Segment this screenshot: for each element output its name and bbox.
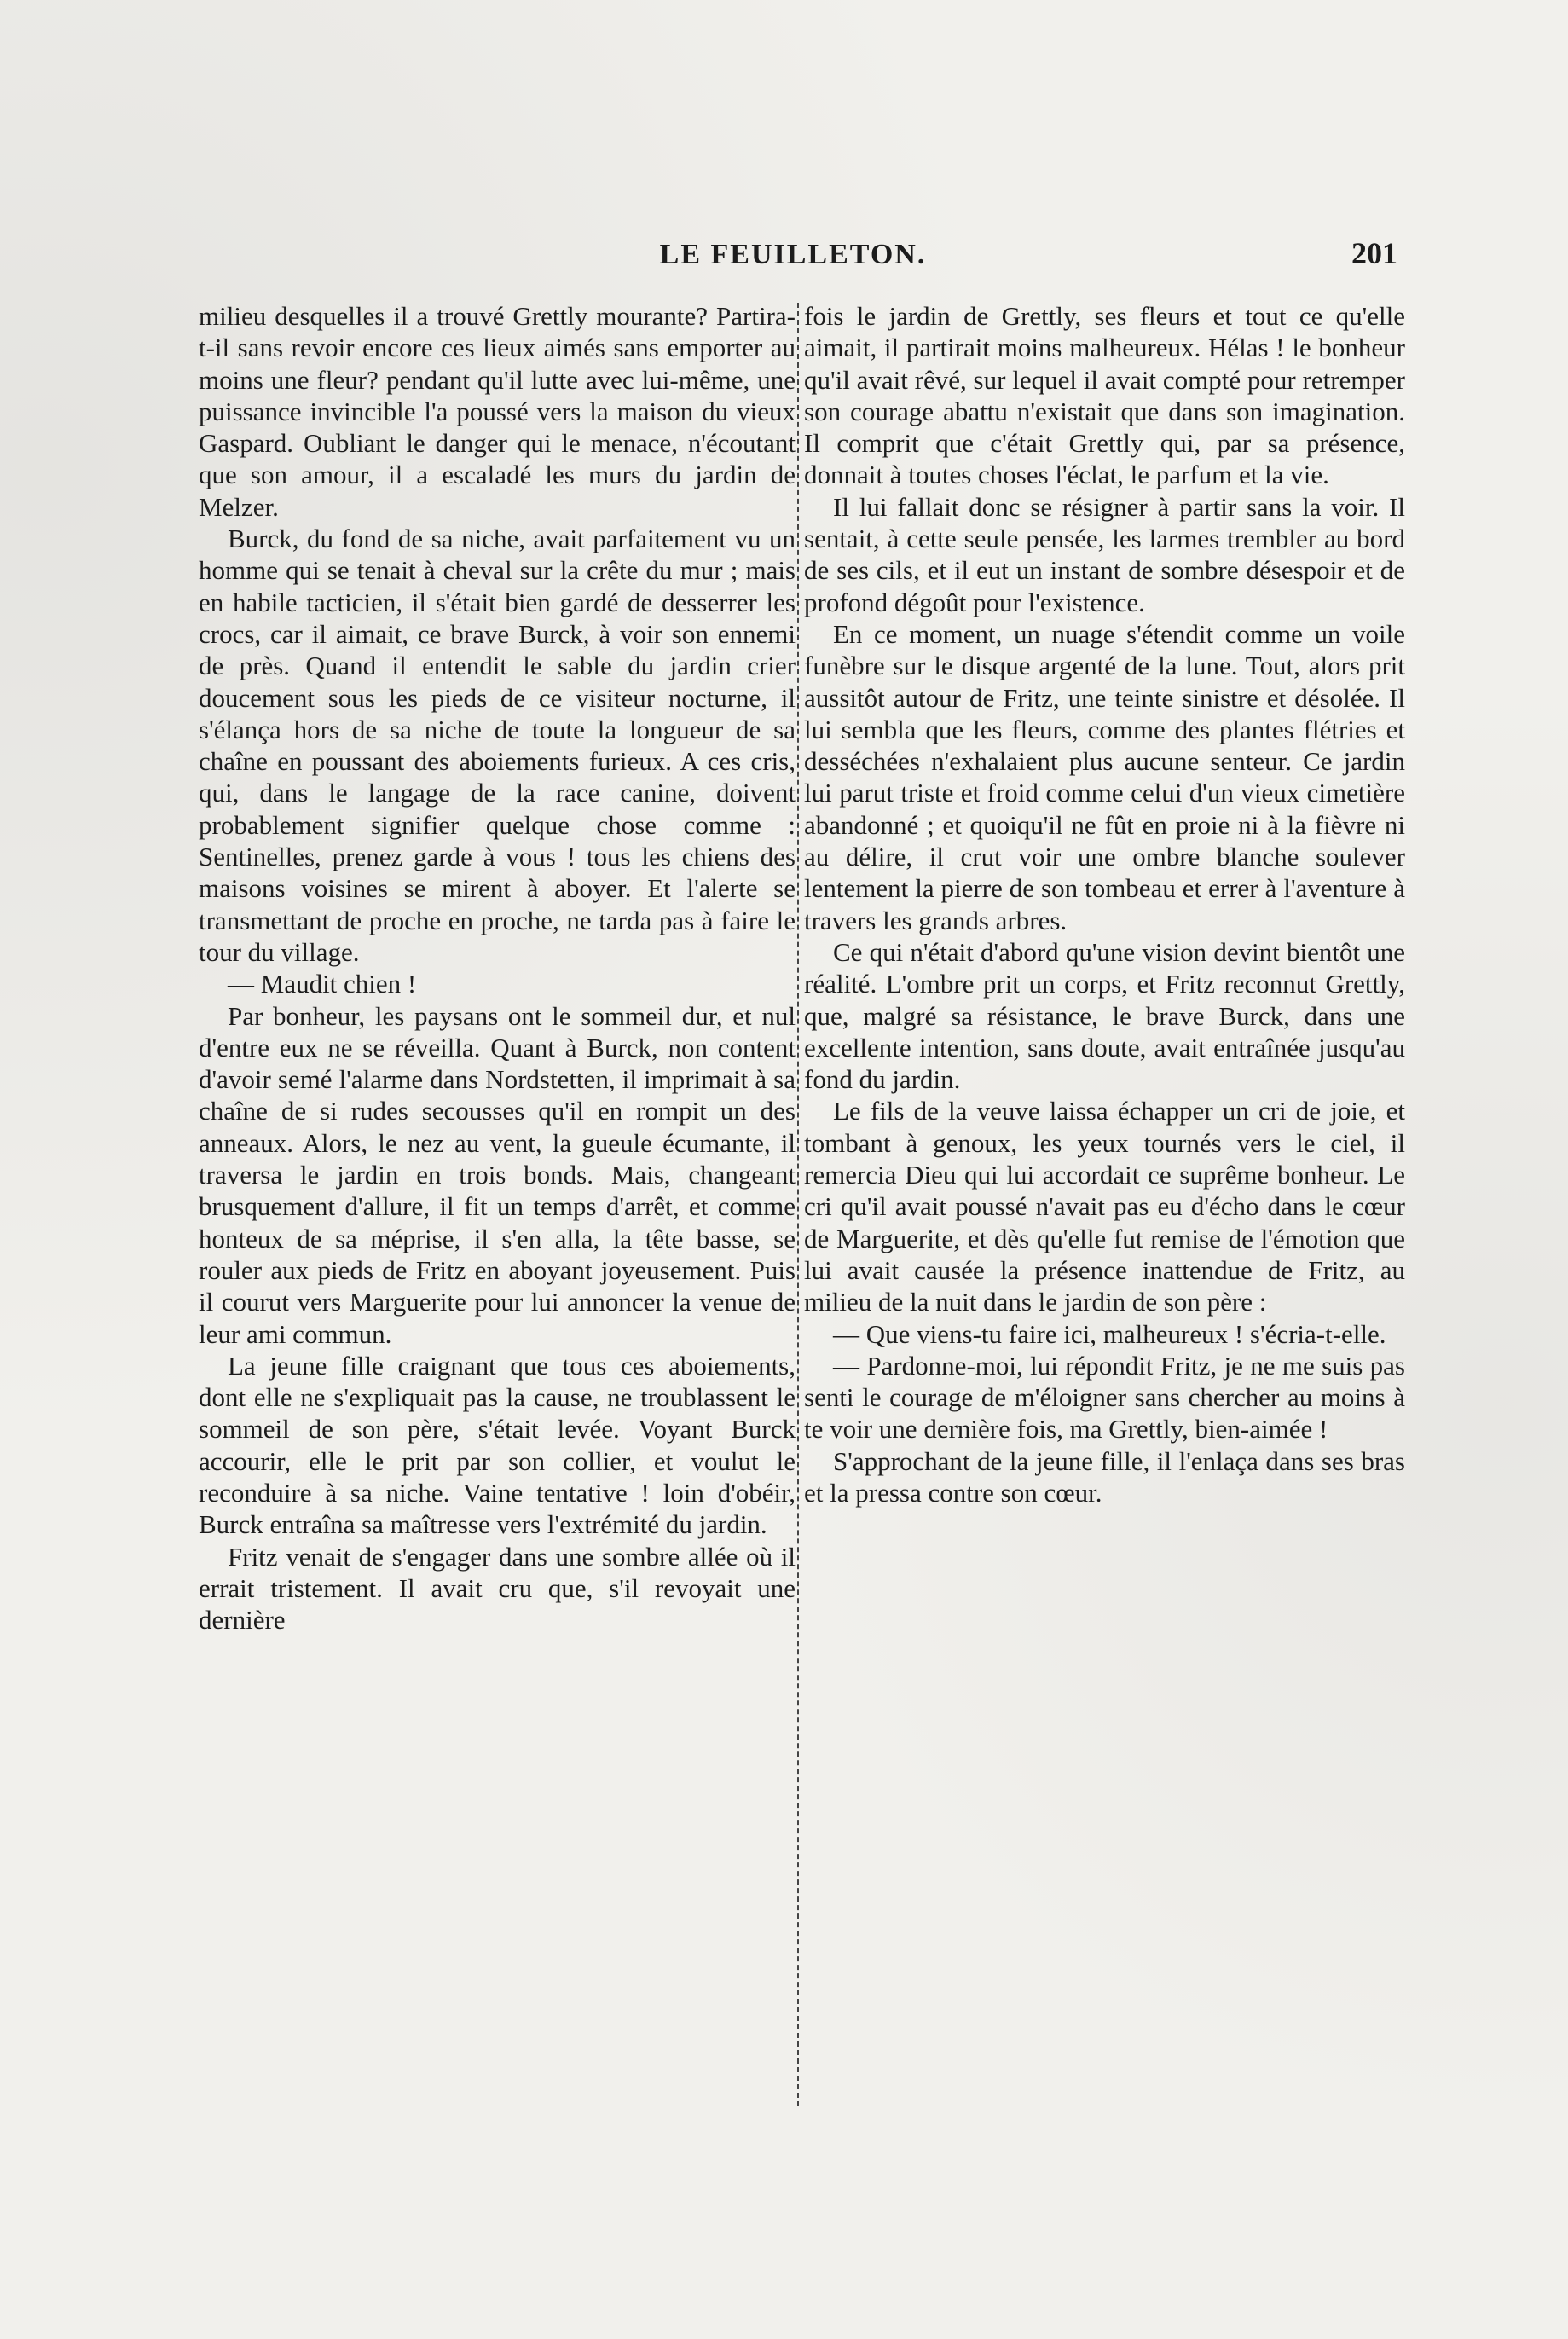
paragraph: Par bonheur, les paysans ont le sommeil dur, et nul d'entre eux ne se réveilla. Quant à Burck, non content d'avoir semé l'alarme dans Nordstetten, il imprimait à sa chaîne de si rudes secousses qu'il en rompit un des anneaux. Alors, le nez au vent, la gueule écumante, il traversa le jardin en trois bonds. Mais, changeant brusquement d'allure, il fit un temps d'arrêt, et comme honteux de sa méprise, il s'en alla, la tête basse, se rouler aux pieds de Fritz en aboyant joyeusement. Puis il courut vers Marguerite pour lui annoncer la venue de leur ami commun. — [199, 1000, 796, 1349]
paragraph: fois le jardin de Grettly, ses fleurs et tout ce qu'elle aimait, il partirait moins malheureux. Hélas ! le bonheur qu'il avait rêvé, sur lequel il avait compté pour retremper son courage abattu n'existait que dans son imagination. Il comprit que c'était Grettly qui, par sa présence, donnait à toutes choses l'éclat, le parfum et la vie. — [804, 301, 1405, 490]
right-text-column — [804, 300, 1405, 1508]
left-text-column — [199, 300, 796, 1636]
running-header-title: LE FEUILLETON. — [659, 239, 927, 270]
paragraph: Le fils de la veuve laissa échapper un cri de joie, et tombant à genoux, les yeux tournés vers le ciel, il remercia Dieu qui lui accordait ce suprême bonheur. Le cri qu'il avait poussé n'avait pas eu d'écho dans le cœur de Marguerite, et dès qu'elle fut remise de l'émotion que lui avait causée la présence inattendue de Fritz, au milieu de la nuit dans le jardin de son père : — [804, 1096, 1405, 1317]
paragraph: En ce moment, un nuage s'étendit comme un voile funèbre sur le disque argenté de la lune. Tout, alors prit aussitôt autour de Fritz, une teinte sinistre et désolée. Il lui sembla que les fleurs, comme des plantes flétries et desséchées n'exhalaient plus aucune senteur. Ce jardin lui parut triste et froid comme celui d'un vieux cimetière abandonné ; et quoiqu'il ne fût en proie ni à la fièvre ni au délire, il crut voir une ombre blanche soulever lentement la pierre de son tombeau et errer à l'aventure à travers les grands arbres. — [804, 618, 1405, 935]
paragraph: — Maudit chien ! — [228, 969, 417, 999]
paragraph: Burck, du fond de sa niche, avait parfaitement vu un homme qui se tenait à cheval sur la crête du mur ; mais en habile tacticien, il s'était bien gardé de desserrer les crocs, car il aimait, ce brave Burck, à voir son ennemi de près. Quand il entendit le sable du jardin crier doucement sous les pieds de ce visiteur nocturne, il s'élança hors de sa niche de toute la longueur de sa chaîne en poussant des aboiements furieux. A ces cris, qui, dans le langage de la race canine, doivent probablement signifier quelque chose comme : Sentinelles, prenez garde à vous ! tous les chiens des maisons voisines se mirent à aboyer. Et l'alerte se transmettant de proche en proche, ne tarda pas à faire le tour du village. — [199, 524, 796, 967]
paragraph: — Que viens-tu faire ici, malheureux ! s'écria-t-elle. — [833, 1318, 1386, 1349]
paragraph: — Pardonne-moi, lui répondit Fritz, je ne me suis pas senti le courage de m'éloigner sans chercher au moins à te voir une dernière fois, ma Grettly, bien-aimée ! — [804, 1350, 1405, 1445]
paragraph: Ce qui n'était d'abord qu'une vision devint bientôt une réalité. L'ombre prit un corps, et Fritz reconnut Grettly, que, malgré sa résistance, le brave Burck, dans une excellente intention, sans doute, avait entraînée jusqu'au fond du jardin. — [804, 936, 1405, 1095]
column-divider — [797, 303, 799, 2106]
paragraph: La jeune fille craignant que tous ces aboiements, dont elle ne s'expliquait pas la cause, ne troublassent le sommeil de son père, s'était levée. Voyant Burck accourir, elle le prit par son collier, et voulut le reconduire à sa niche. Vaine tentative ! loin d'obéir, Burck entraîna sa maîtresse vers l'extrémité du jardin. — [199, 1350, 796, 1540]
paragraph: milieu desquelles il a trouvé Grettly mourante? Partira-t-il sans revoir encore ces lieux aimés sans emporter au moins une fleur? pendant qu'il lutte avec lui-même, une puissance invincible l'a poussé vers la maison du vieux Gaspard. Oubliant le danger qui le menace, n'écoutant que son amour, il a escaladé les murs du jardin de Melzer. — [199, 301, 796, 522]
page-number: 201 — [1351, 236, 1397, 270]
paragraph: Fritz venait de s'engager dans une sombre allée où il errait tristement. Il avait cru que, s'il revoyait une dernière — [199, 1541, 796, 1636]
paragraph: S'approchant de la jeune fille, il l'enlaça dans ses bras et la pressa contre son cœur. — [804, 1445, 1405, 1508]
paragraph: Il lui fallait donc se résigner à partir sans la voir. Il sentait, à cette seule pensée, les larmes trembler au bord de ses cils, et il eut un instant de sombre désespoir et de profond dégoût pour l'existence. — [804, 491, 1405, 617]
